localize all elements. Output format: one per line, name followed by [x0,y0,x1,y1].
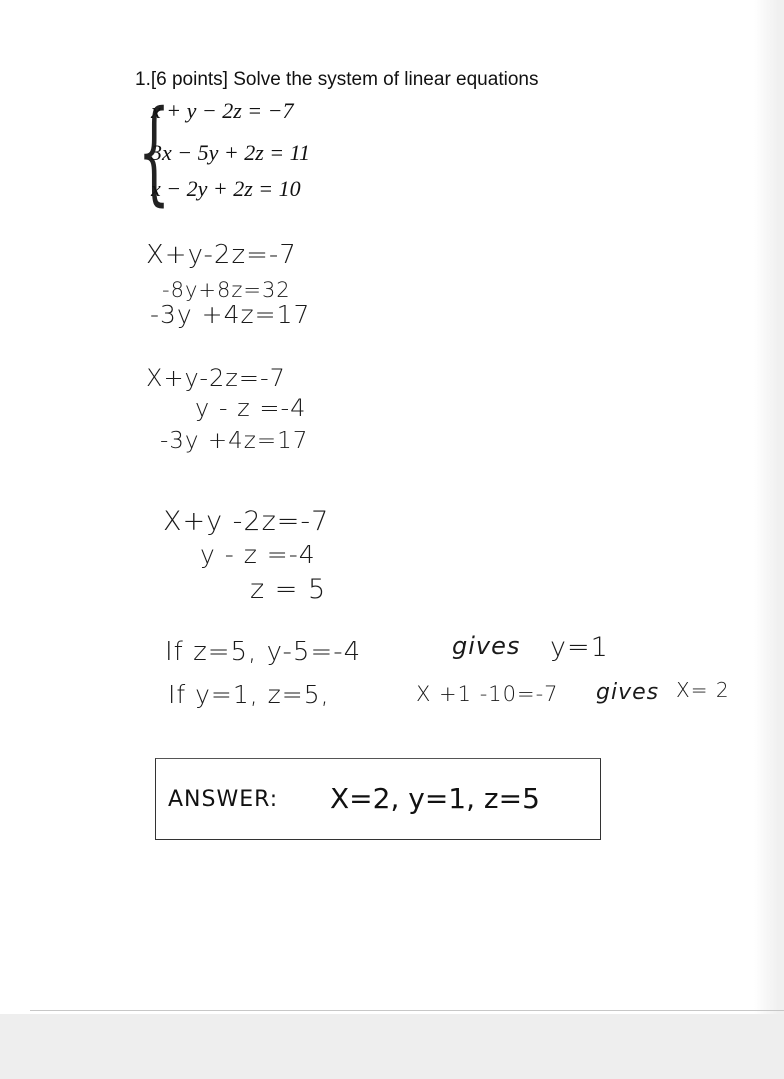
step1-line3: -3y +4z=17 [150,300,311,329]
scan-shadow-right [754,0,784,1079]
step2-line1: X+y-2z=-7 [146,364,286,392]
substitution-2-result: X= 2 [676,678,730,702]
equation-2: 3x − 5y + 2z = 11 [151,140,310,165]
substitution-1-result: y=1 [550,632,609,663]
substitution-1-gives: gives [452,632,521,660]
answer-value: X=2, y=1, z=5 [330,782,540,815]
step3-line2: y - z =-4 [200,540,316,569]
step1-line2: -8y+8z=32 [162,278,291,302]
substitution-2-gives: gives [596,680,660,705]
equation-1: x + y − 2z = −7 [151,98,294,123]
substitution-1-condition: If z=5, y-5=-4 [165,637,362,667]
step2-line2: y - z =-4 [195,394,307,422]
system-brace: { [138,87,171,217]
step2-line3: -3y +4z=17 [160,428,309,454]
substitution-2-equation: X +1 -10=-7 [416,682,559,706]
equation-3: x − 2y + 2z = 10 [151,176,301,201]
answer-label: ANSWER: [168,787,279,812]
step1-line1: X+y-2z=-7 [146,240,297,270]
substitution-2-condition: If y=1, z=5, [168,680,330,709]
scan-shadow-bottom [0,1014,784,1079]
paper-edge [30,1010,784,1011]
step3-line1: X+y -2z=-7 [163,506,330,537]
step3-line3: z = 5 [250,574,327,605]
question-title: 1.[6 points] Solve the system of linear equations [135,69,539,90]
